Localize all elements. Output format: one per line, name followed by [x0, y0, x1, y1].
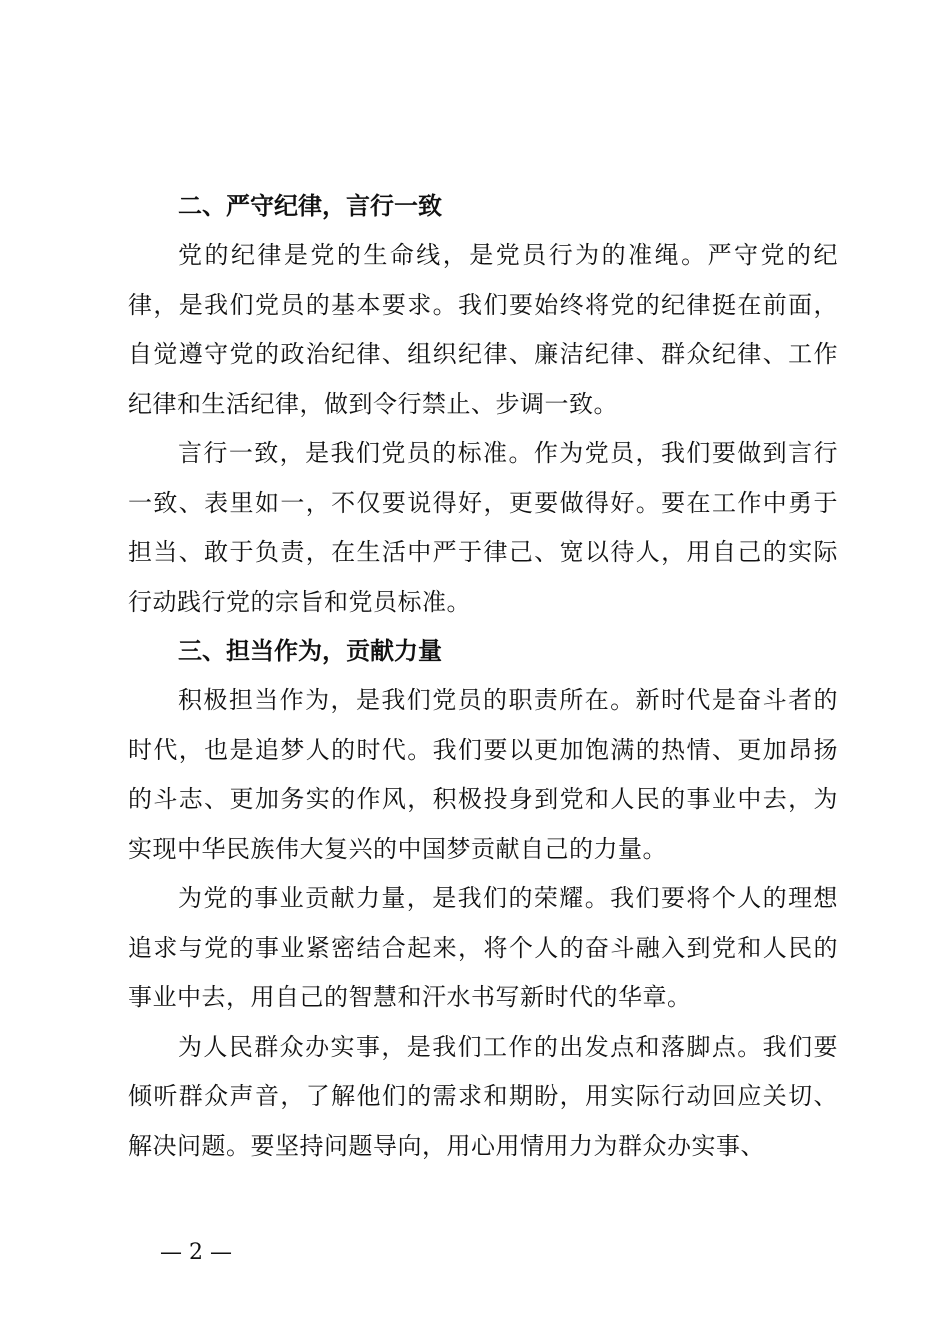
section-heading: 三、担当作为，贡献力量	[178, 637, 442, 665]
section-heading: 二、严守纪律，言行一致	[178, 192, 442, 220]
section-discipline	[128, 182, 838, 627]
page-number: — 2 —	[160, 1240, 232, 1265]
paragraph: 党的纪律是党的生命线，是党员行为的准绳。严守党的纪律，是我们党员的基本要求。我们要始终将党的纪律挺在前面，自觉遵守党的政治纪律、组织纪律、廉洁纪律、群众纪律、工作纪律和生活纪律，做到令行禁止、步调一致。	[128, 241, 838, 418]
paragraph: 为人民群众办实事，是我们工作的出发点和落脚点。我们要倾听群众声音，了解他们的需求和期盼，用实际行动回应关切、解决问题。要坚持问题导向，用心用情用力为群众办实事、	[128, 1032, 838, 1160]
page-body	[128, 182, 838, 1171]
paragraph: 积极担当作为，是我们党员的职责所在。新时代是奋斗者的时代，也是追梦人的时代。我们要以更加饱满的热情、更加昂扬的斗志、更加务实的作风，积极投身到党和人民的事业中去，为实现中华民族伟大复兴的中国梦贡献自己的力量。	[128, 686, 838, 863]
paragraph: 为党的事业贡献力量，是我们的荣耀。我们要将个人的理想追求与党的事业紧密结合起来，将个人的奋斗融入到党和人民的事业中去，用自己的智慧和汗水书写新时代的华章。	[128, 884, 838, 1011]
paragraph: 言行一致，是我们党员的标准。作为党员，我们要做到言行一致、表里如一，不仅要说得好，更要做得好。要在工作中勇于担当、敢于负责，在生活中严于律己、宽以待人，用自己的实际行动践行党的宗旨和党员标准。	[128, 439, 838, 616]
section-responsibility	[128, 627, 838, 1171]
